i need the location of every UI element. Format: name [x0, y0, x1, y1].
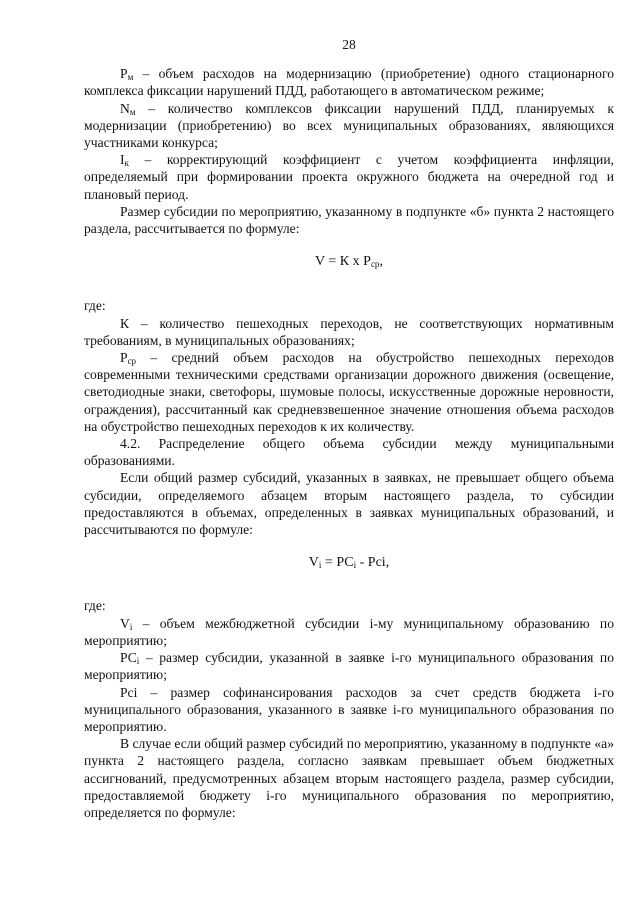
formula-vi — [84, 554, 614, 571]
formula-tail: - Рci, — [356, 555, 390, 571]
formula-mid: = РС — [321, 555, 354, 571]
formula-main: V = К х Р — [315, 254, 371, 270]
definition-text: – объем расходов на модернизацию (приобретение) одного стационарного комплекса фиксации нарушений ПДД, работающего в автоматическом режиме; — [84, 66, 614, 99]
paragraph-excess-case: В случае если общий размер субсидий по мероприятию, указанному в подпункте «а» пункта 2 настоящего раздела, согласно заявкам превышает объем бюджетных ассигнований, предусмотренных абзацем вторым настоящего раздела, размер субсидии, предоставляемой бюджету i-го муниципального образования по мероприятию, определяется по формуле: — [84, 736, 614, 820]
symbol-subscript: i — [129, 621, 133, 632]
definition-text: – корректирующий коэффициент с учетом коэффициента инфляции, определяемый при формировании проекта окружного бюджета на очередной год и плановый период. — [84, 152, 614, 202]
formula-v — [84, 253, 614, 270]
paragraph-pcp-definition — [84, 349, 614, 435]
paragraph-subsidy-allocation: Если общий размер субсидий, указанных в заявках, не превышает общего объема субсидии, определяемого абзацем вторым настоящего раздела, то субсидии предоставляются в объемах, определенных в заявках муниципальных образований, и рассчитываются по формуле: — [84, 470, 614, 538]
paragraph-subsidy-b: Размер субсидии по мероприятию, указанному в подпункте «б» пункта 2 настоящего раздела, рассчитывается по формуле: — [84, 203, 614, 237]
definition-text: – количество комплексов фиксации нарушений ПДД, планируемых к модернизации (приобретению) во всех муниципальных образованиях, являющихся участниками конкурса; — [84, 100, 614, 151]
formula-subscript: i — [318, 560, 322, 571]
symbol-i: I — [120, 152, 125, 168]
where-label: где: — [84, 298, 106, 314]
formula-subscript: ср — [370, 259, 380, 270]
paragraph-k-definition: К – количество пешеходных переходов, не соответствующих нормативным требованиям, в муниципальных образованиях; — [84, 315, 614, 348]
symbol-subscript: i — [136, 656, 140, 667]
symbol-v: V — [120, 615, 130, 631]
paragraph-vi-definition — [84, 615, 614, 649]
document-page — [84, 36, 614, 821]
definition-text: – средний объем расходов на обустройство пешеходных переходов современными техническими средствами организации дорожного движения (освещение, светодиодные знаки, светофоры, шумовые полосы, искусственные дорожные неровности, ограждения), рассчитанный как средневзвешенное значение отношения объема расходов на обустройство пешеходных переходов к их количеству. — [84, 350, 614, 434]
symbol-p: Р — [120, 66, 128, 82]
symbol-subscript: м — [129, 106, 136, 117]
symbol-subscript: к — [124, 158, 129, 169]
symbol-p: Р — [120, 350, 128, 366]
paragraph-pm-definition — [84, 65, 614, 99]
definition-text: – объем межбюджетной субсидии i-му муниципальному образованию по мероприятию; — [84, 615, 614, 648]
formula-v: V — [308, 555, 319, 571]
formula-subscript: i — [353, 560, 357, 571]
definition-text: – размер субсидии, указанной в заявке i-го муниципального образования по мероприятию; — [84, 650, 614, 683]
symbol-subscript: м — [127, 72, 134, 83]
section-heading-4-2: 4.2. Распределение общего объема субсидии между муниципальными образованиями. — [84, 436, 614, 469]
paragraph-ik-definition — [84, 151, 614, 203]
page-number: 28 — [342, 37, 356, 52]
symbol-subscript: ср — [127, 356, 137, 367]
where-label: где: — [84, 598, 106, 614]
symbol-n: N — [120, 100, 130, 116]
formula-tail: , — [379, 254, 383, 270]
paragraph-pci-definition — [84, 649, 614, 683]
paragraph-nm-definition — [84, 100, 614, 152]
paragraph-rci-definition: Рci – размер софинансирования расходов за счет средств бюджета i-го муниципального образования, указанного в заявке i-го муниципального образования по мероприятию. — [84, 684, 614, 734]
symbol-pc: РС — [120, 650, 137, 666]
